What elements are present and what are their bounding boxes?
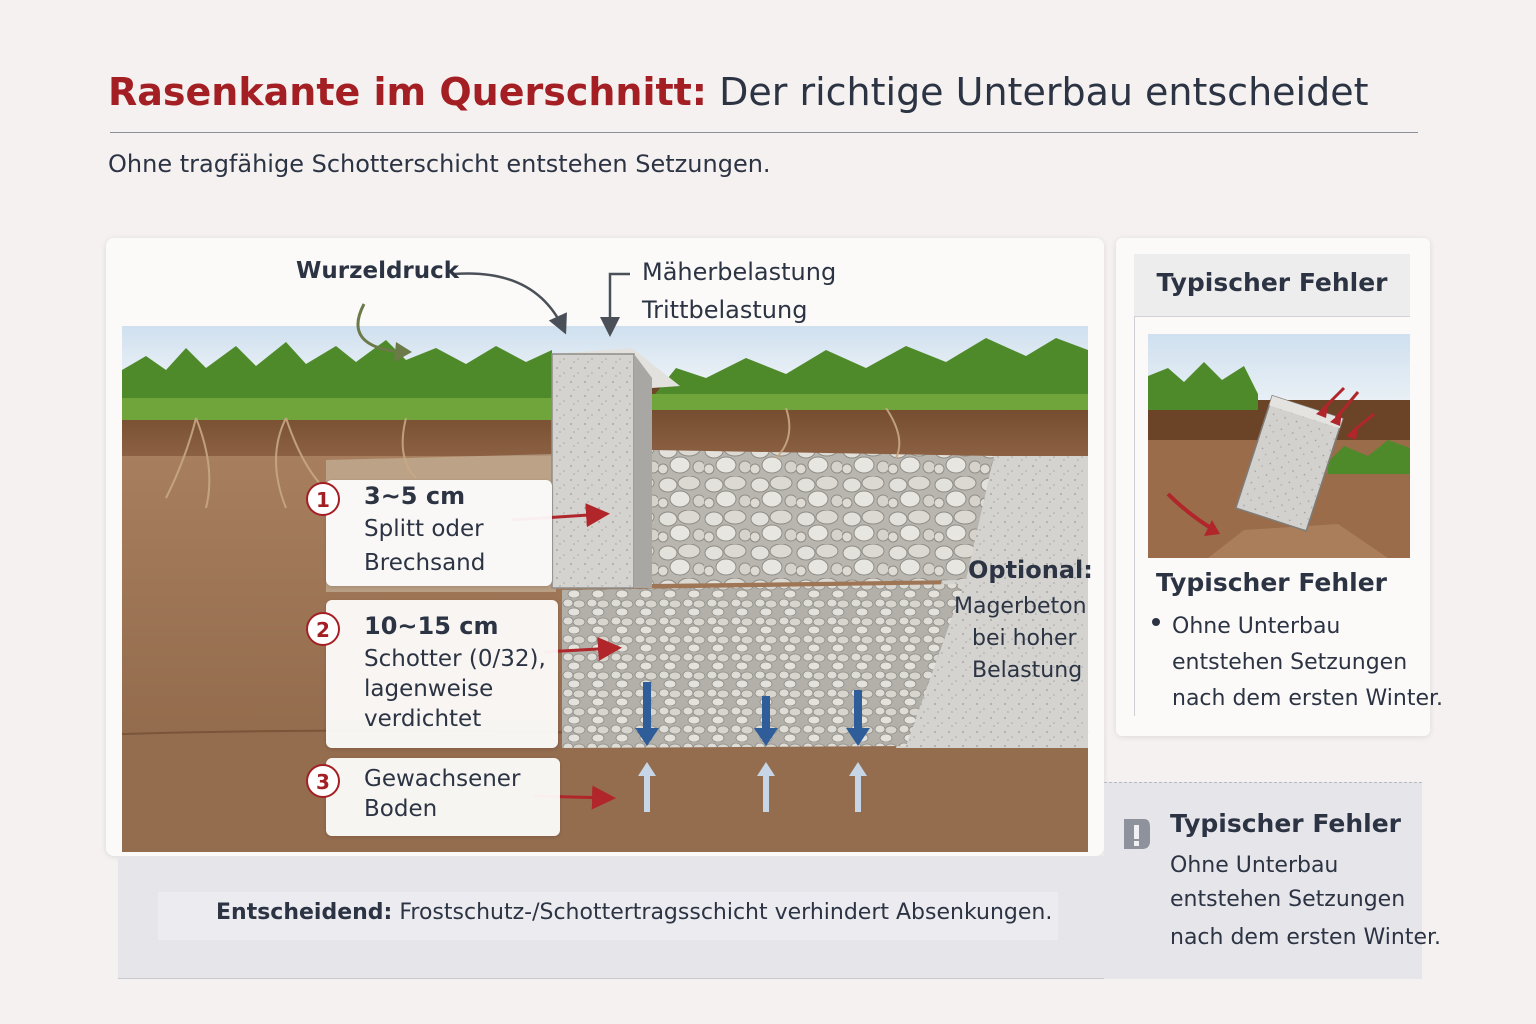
key-message-text (216, 900, 1052, 925)
layer-2-depth: 10~15 cm (364, 612, 499, 640)
tilted-edge-stone-illustration (1148, 334, 1410, 558)
key-message-body: Frostschutz-/Schottertragsschicht verhindert Absenkungen. (399, 900, 1053, 925)
warning-box (1104, 782, 1442, 979)
optional-line-2: bei hoher (972, 626, 1077, 651)
bullet-dot (1152, 618, 1160, 626)
typical-mistake-card (1116, 238, 1444, 736)
optional-line-3: Belastung (972, 658, 1083, 683)
layer-3-line-1: Gewachsener (364, 766, 521, 792)
side-line-2: entstehen Setzungen (1172, 650, 1408, 675)
layer-1-line-1: Splitt oder (364, 516, 484, 542)
warning-icon (1120, 817, 1152, 851)
layer-1-callout (316, 480, 552, 586)
title-divider (110, 132, 1418, 133)
cross-section-card (106, 238, 1104, 856)
layer-2-callout (316, 600, 558, 748)
key-message-bar (118, 856, 1104, 979)
layer-2-line-2: lagenweise (364, 676, 494, 702)
typical-mistake-subtitle: Typischer Fehler (1156, 568, 1388, 597)
side-divider (1134, 316, 1135, 716)
typical-mistake-header-label: Typischer Fehler (1156, 268, 1388, 297)
warning-line-3: nach dem ersten Winter. (1170, 925, 1442, 950)
page-title-rest: Der richtige Unterbau entscheidet (719, 70, 1369, 114)
layer-3-callout (316, 758, 560, 836)
layer-2-line-1: Schotter (0/32), (364, 646, 546, 672)
warning-title: Typischer Fehler (1170, 809, 1402, 838)
layer-1-number: 1 (306, 482, 340, 516)
optional-line-1: Magerbeton (954, 594, 1087, 619)
side-line-3: nach dem ersten Winter. (1172, 686, 1444, 711)
layer-3-number: 3 (306, 764, 340, 798)
optional-title: Optional: (968, 556, 1093, 584)
layer-2-line-3: verdichtet (364, 706, 482, 732)
warning-line-1: Ohne Unterbau (1170, 853, 1339, 878)
cross-section-illustration (106, 238, 1104, 856)
page-subtitle: Ohne tragfähige Schotterschicht entstehen Setzungen. (108, 150, 771, 178)
page-title-bold: Rasenkante im Querschnitt: (108, 70, 708, 114)
side-line-1: Ohne Unterbau (1172, 614, 1341, 639)
root-pressure-label: Wurzeldruck (296, 258, 460, 284)
foot-load-label: Trittbelastung (642, 296, 808, 324)
warning-line-2: entstehen Setzungen (1170, 887, 1406, 912)
mower-load-label: Mäherbelastung (642, 258, 837, 286)
typical-mistake-header (1134, 254, 1410, 317)
layer-2-number: 2 (306, 612, 340, 646)
key-message-bold: Entscheidend: (216, 900, 393, 925)
layer-1-line-2: Brechsand (364, 550, 486, 576)
layer-1-depth: 3~5 cm (364, 482, 466, 510)
layer-3-line-2: Boden (364, 796, 438, 822)
page-title (108, 70, 1418, 114)
